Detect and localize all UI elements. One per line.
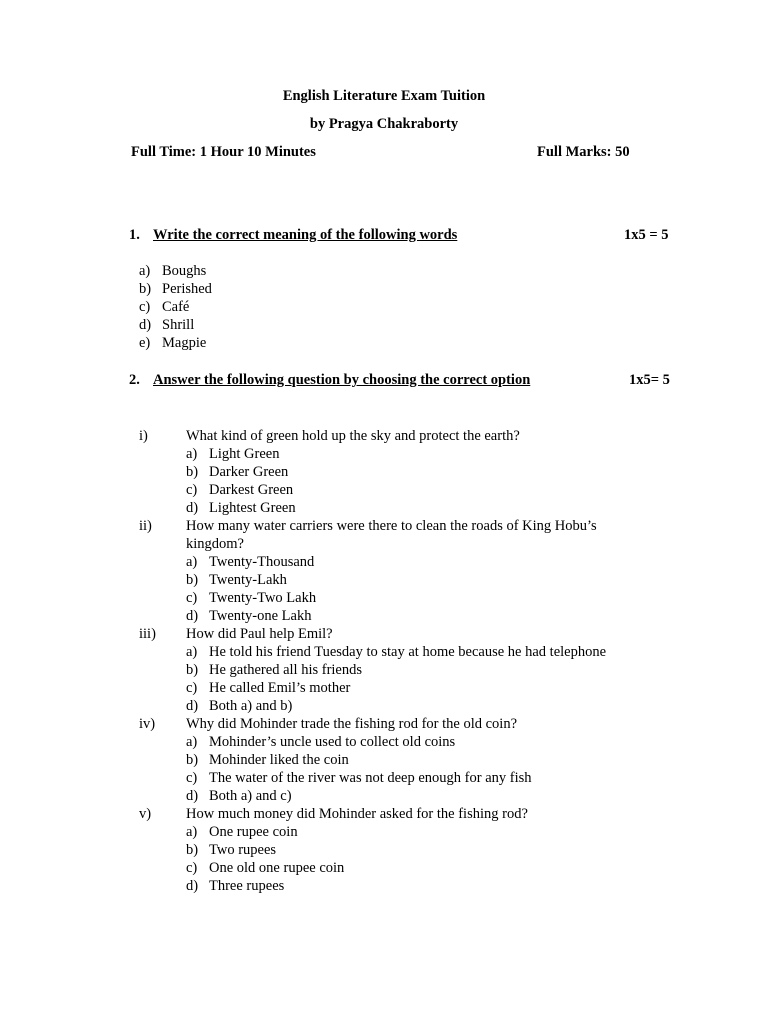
option-label: a) [186, 824, 198, 840]
option-label: a) [186, 644, 198, 660]
option-label: c) [186, 770, 198, 786]
option-text: The water of the river was not deep enough for any fish [209, 770, 532, 786]
item-label: c) [139, 299, 151, 315]
list-item [139, 262, 212, 280]
mcq-text: Why did Mohinder trade the fishing rod for the old coin? [186, 716, 518, 732]
exam-author: by Pragya Chakraborty [309, 116, 459, 132]
mcq-option [139, 607, 699, 625]
question-2-heading: Answer the following question by choosing the correct option [153, 372, 531, 388]
mcq-question [139, 427, 699, 445]
item-text: Café [162, 299, 190, 315]
option-text: Darker Green [209, 464, 289, 480]
word-list [139, 262, 212, 352]
item-label: e) [139, 335, 151, 351]
option-label: c) [186, 680, 198, 696]
mcq-option [139, 643, 699, 661]
option-label: c) [186, 590, 198, 606]
option-text: Mohinder liked the coin [209, 752, 349, 768]
mcq-list [139, 427, 699, 895]
option-label: c) [186, 482, 198, 498]
mcq-text: How many water carriers were there to clean the roads of King Hobu’s kingdom? [186, 518, 597, 552]
option-text: Two rupees [209, 842, 277, 858]
option-label: d) [186, 500, 199, 516]
exam-title: English Literature Exam Tuition [282, 88, 486, 104]
mcq-option [139, 697, 699, 715]
option-text: One old one rupee coin [209, 860, 345, 876]
mcq-number: v) [139, 806, 152, 822]
option-text: Mohinder’s uncle used to collect old coins [209, 734, 456, 750]
option-text: Twenty-one Lakh [209, 608, 312, 624]
option-label: a) [186, 446, 198, 462]
option-label: b) [186, 662, 199, 678]
mcq-text: What kind of green hold up the sky and protect the earth? [186, 428, 520, 444]
mcq-option [139, 481, 699, 499]
list-item [139, 316, 212, 334]
option-label: d) [186, 878, 199, 894]
option-label: b) [186, 464, 199, 480]
mcq-option [139, 733, 699, 751]
question-2-number: 2. [129, 372, 140, 388]
option-text: He gathered all his friends [209, 662, 363, 678]
mcq-number: iv) [139, 716, 156, 732]
option-label: c) [186, 860, 198, 876]
option-text: Twenty-Lakh [209, 572, 287, 588]
mcq-text: How much money did Mohinder asked for the fishing rod? [186, 806, 528, 822]
list-item [139, 280, 212, 298]
option-label: a) [186, 554, 198, 570]
mcq-question [139, 517, 699, 553]
option-text: He called Emil’s mother [209, 680, 351, 696]
mcq-option [139, 751, 699, 769]
mcq-number: i) [139, 428, 148, 444]
option-text: Twenty-Thousand [209, 554, 315, 570]
option-text: Three rupees [209, 878, 285, 894]
mcq-option [139, 661, 699, 679]
option-text: Lightest Green [209, 500, 296, 516]
option-label: d) [186, 698, 199, 714]
option-label: b) [186, 842, 199, 858]
mcq-option [139, 841, 699, 859]
option-text: Light Green [209, 446, 280, 462]
mcq-option [139, 859, 699, 877]
item-label: b) [139, 281, 152, 297]
item-label: a) [139, 263, 151, 279]
question-2-marks: 1x5= 5 [629, 372, 670, 388]
option-label: d) [186, 608, 199, 624]
option-text: One rupee coin [209, 824, 298, 840]
full-time: Full Time: 1 Hour 10 Minutes [131, 144, 316, 160]
mcq-option [139, 877, 699, 895]
mcq-option [139, 679, 699, 697]
item-label: d) [139, 317, 152, 333]
item-text: Boughs [162, 263, 207, 279]
item-text: Magpie [162, 335, 207, 351]
mcq-question [139, 625, 699, 643]
question-1-marks: 1x5 = 5 [624, 227, 669, 243]
mcq-option [139, 445, 699, 463]
option-label: d) [186, 788, 199, 804]
mcq-text: How did Paul help Emil? [186, 626, 333, 642]
option-label: b) [186, 572, 199, 588]
full-marks: Full Marks: 50 [537, 144, 630, 160]
mcq-option [139, 463, 699, 481]
mcq-option [139, 499, 699, 517]
mcq-number: ii) [139, 518, 152, 534]
list-item [139, 334, 212, 352]
option-text: Darkest Green [209, 482, 294, 498]
option-label: a) [186, 734, 198, 750]
mcq-option [139, 823, 699, 841]
mcq-question [139, 805, 699, 823]
mcq-option [139, 553, 699, 571]
option-text: Both a) and c) [209, 788, 292, 804]
option-text: He told his friend Tuesday to stay at home because he had telephone [209, 644, 607, 660]
mcq-option [139, 769, 699, 787]
mcq-option [139, 571, 699, 589]
item-text: Perished [162, 281, 212, 297]
option-text: Both a) and b) [209, 698, 293, 714]
item-text: Shrill [162, 317, 195, 333]
question-1-number: 1. [129, 227, 140, 243]
list-item [139, 298, 212, 316]
mcq-option [139, 787, 699, 805]
mcq-option [139, 589, 699, 607]
option-text: Twenty-Two Lakh [209, 590, 317, 606]
question-1-heading: Write the correct meaning of the following words [153, 227, 458, 243]
mcq-number: iii) [139, 626, 156, 642]
option-label: b) [186, 752, 199, 768]
mcq-question [139, 715, 699, 733]
